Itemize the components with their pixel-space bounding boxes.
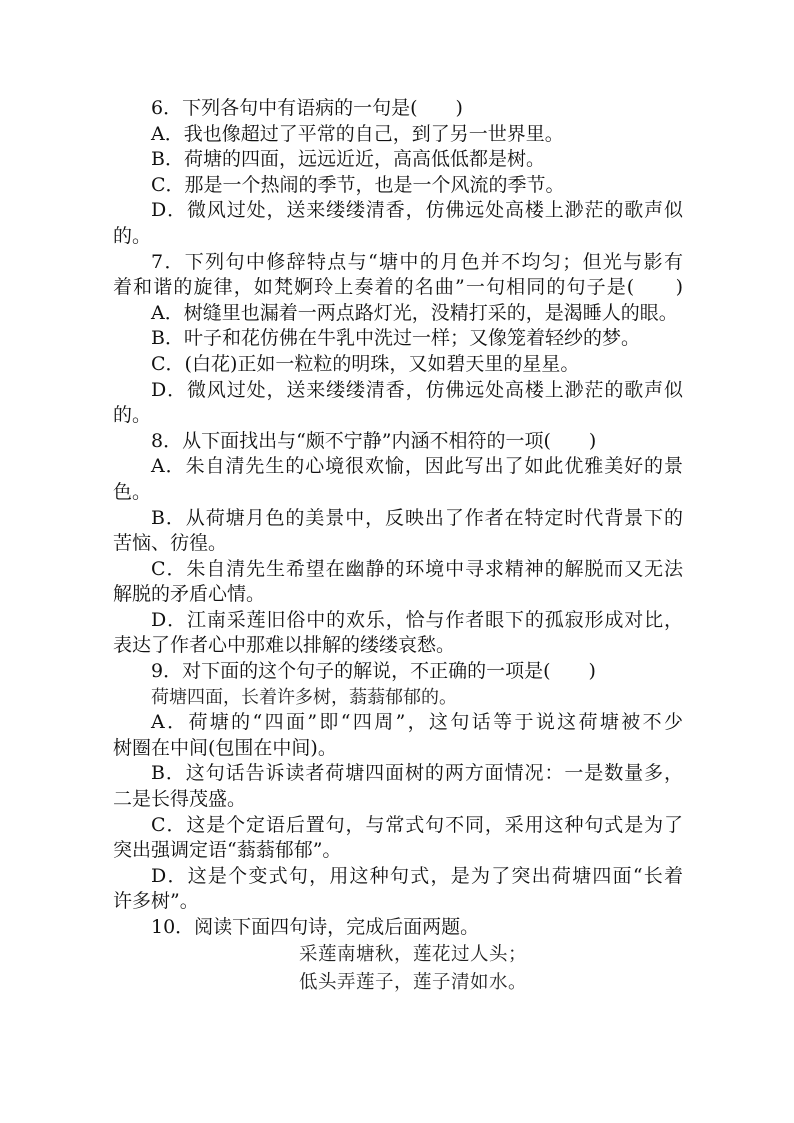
- question-7-option-c: C．(白花)正如一粒粒的明珠，又如碧天里的星星。: [151, 352, 580, 375]
- question-9-option-d-line2: 许多树”。: [113, 890, 199, 913]
- question-8-option-c-line1: C．朱自清先生希望在幽静的环境中寻求精神的解脱而又无法: [151, 557, 683, 580]
- question-7-option-a: A．树缝里也漏着一两点路灯光，没精打采的，是渴睡人的眼。: [151, 301, 678, 324]
- poem-block: [113, 941, 683, 997]
- question-7-stem-line2: 着和谐的旋律，如梵婀玲上奏着的名曲”一句相同的句子是( ): [113, 276, 683, 299]
- question-9-option-c-line1: C．这是个定语后置句，与常式句不同，采用这种句式是为了: [151, 813, 683, 836]
- question-10-stem: 10．阅读下面四句诗，完成后面两题。: [151, 916, 480, 938]
- question-9-option-a-line1: A．荷塘的“四面”即“四周”，这句话等于说这荷塘被不少: [151, 711, 683, 734]
- question-9: [113, 659, 683, 915]
- poem-line-1: 采莲南塘秋，莲花过人头；: [299, 943, 528, 965]
- question-7-option-d-line2: 的。: [113, 404, 152, 427]
- question-8-option-b-line1: B．从荷塘月色的美景中，反映出了作者在特定时代背景下的: [151, 506, 683, 529]
- question-6-option-b: B．荷塘的四面，远远近近，高高低低都是树。: [151, 148, 545, 171]
- question-6-option-d-line1: D．微风过处，送来缕缕清香，仿佛远处高楼上渺茫的歌声似: [151, 199, 683, 222]
- question-7-stem-line1: 7．下列句中修辞特点与“塘中的月色并不均匀；但光与影有: [151, 250, 683, 273]
- question-8-option-a-line2: 色。: [113, 480, 152, 503]
- question-8-option-d-line1: D．江南采莲旧俗中的欢乐，恰与作者眼下的孤寂形成对比，: [151, 608, 683, 631]
- poem-line-2: 低头弄莲子，莲子清如水。: [299, 971, 528, 993]
- question-8: [113, 429, 683, 659]
- question-10: [113, 915, 683, 997]
- question-6-option-c: C．那是一个热闹的季节，也是一个风流的季节。: [151, 173, 565, 196]
- question-9-option-b-line1: B．这句话告诉读者荷塘四面树的两方面情况：一是数量多，: [151, 762, 683, 785]
- question-8-option-a-line1: A．朱自清先生的心境很欢愉，因此写出了如此优雅美好的景: [151, 455, 683, 478]
- question-9-option-d-line1: D．这是个变式句，用这种句式，是为了突出荷塘四面“长着: [151, 864, 683, 887]
- question-9-quote: 荷塘四面，长着许多树，蓊蓊郁郁的。: [151, 686, 457, 708]
- question-9-option-b-line2: 二是长得茂盛。: [113, 788, 247, 811]
- question-8-stem: 8．从下面找出与“颇不宁静”内涵不相符的一项( ): [151, 429, 597, 452]
- question-6-option-d-line2: 的。: [113, 224, 152, 247]
- worksheet-page: [113, 96, 683, 997]
- question-8-option-b-line2: 苦恼、彷徨。: [113, 532, 228, 555]
- question-6-option-a: A．我也像超过了平常的自己，到了另一世界里。: [151, 122, 564, 145]
- question-7-option-d-line1: D．微风过处，送来缕缕清香，仿佛远处高楼上渺茫的歌声似: [151, 378, 683, 401]
- question-9-option-c-line2: 突出强调定语“蓊蓊郁郁”。: [113, 839, 342, 862]
- question-6-stem: 6．下列各句中有语病的一句是( ): [151, 97, 463, 119]
- question-9-stem: 9．对下面的这个句子的解说，不正确的一项是( ): [151, 660, 596, 683]
- question-7: [113, 250, 683, 429]
- question-7-option-b: B．叶子和花仿佛在牛乳中洗过一样；又像笼着轻纱的梦。: [151, 327, 640, 350]
- question-8-option-d-line2: 表达了作者心中那难以排解的缕缕哀愁。: [113, 634, 456, 657]
- question-9-option-a-line2: 树圈在中间(包围在中间)。: [113, 736, 337, 759]
- question-6: [113, 96, 683, 250]
- question-8-option-c-line2: 解脱的矛盾心情。: [113, 583, 266, 606]
